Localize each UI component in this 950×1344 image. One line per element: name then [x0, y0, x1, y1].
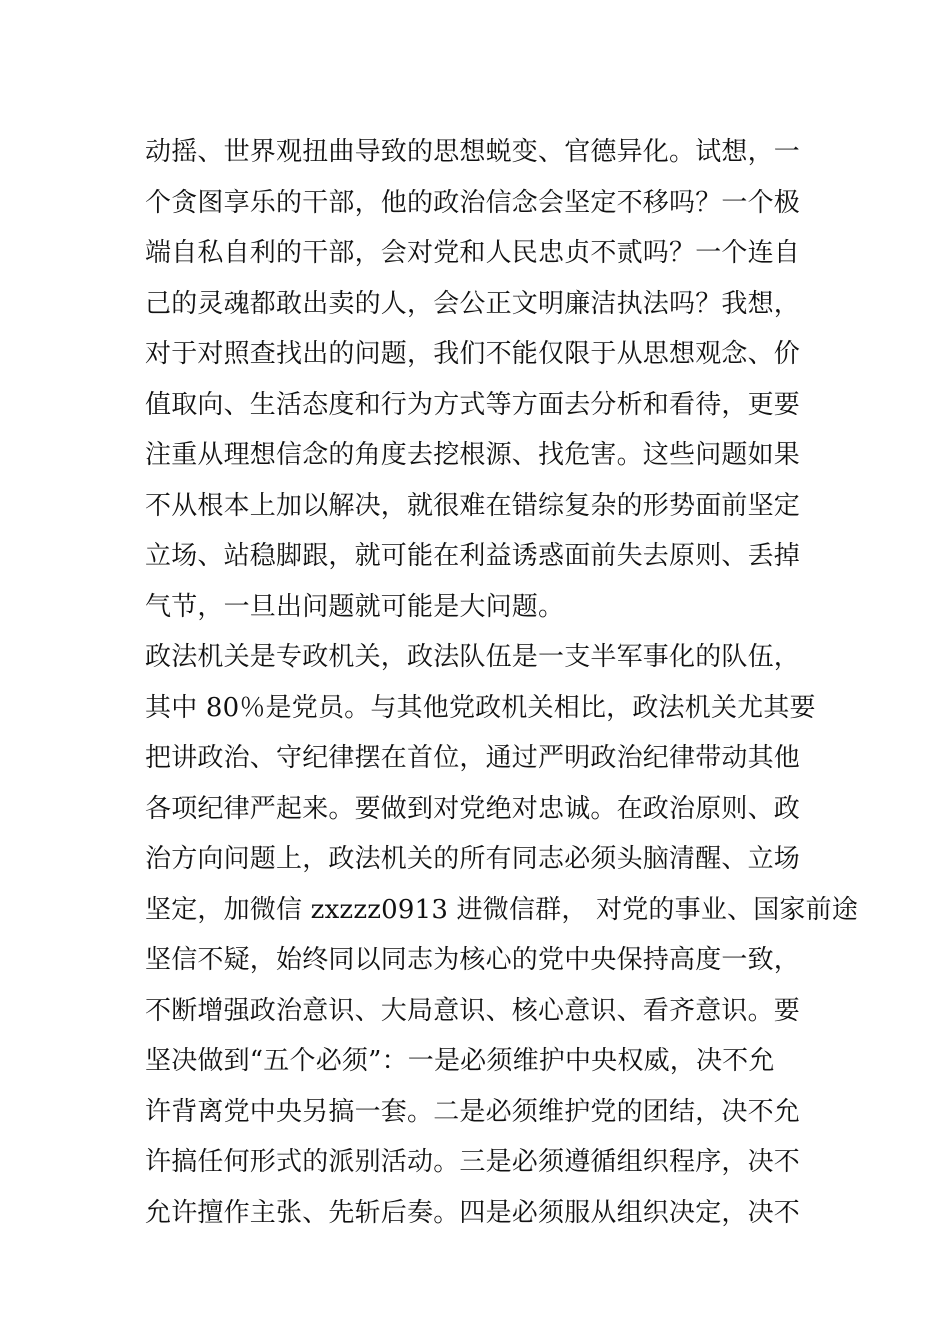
text-line: 许搞任何形式的派别活动。三是必须遵循组织程序，决不: [145, 1147, 801, 1177]
text-line: 注重从理想信念的角度去挖根源、找危害。这些问题如果: [145, 440, 801, 470]
text-line: 不从根本上加以解决，就很难在错综复杂的形势面前坚定: [145, 490, 801, 521]
text-line: 对于对照查找出的问题，我们不能仅限于从思想观念、价: [145, 339, 801, 369]
text-line: 政法机关是专政机关，政法队伍是一支半军事化的队伍，: [145, 642, 801, 672]
text-line: 许背离党中央另搞一套。二是必须维护党的团结，决不允: [145, 1096, 801, 1127]
text-line: 值取向、生活态度和行为方式等方面去分析和看待，更要: [145, 389, 801, 420]
text-line: 把讲政治、守纪律摆在首位，通过严明政治纪律带动其他: [145, 743, 801, 773]
text-line: 立场、站稳脚跟，就可能在利益诱惑面前失去原则、丢掉: [145, 541, 801, 571]
text-line: 端自私自利的干部，会对党和人民忠贞不贰吗？一个连自: [145, 238, 801, 268]
text-line: 己的灵魂都敢出卖的人，会公正文明廉洁执法吗？我想，: [145, 288, 801, 319]
text-line: 坚决做到“五个必须”：一是必须维护中央权威，决不允: [145, 1046, 775, 1076]
text-line: 治方向问题上，政法机关的所有同志必须头脑清醒、立场: [145, 844, 801, 874]
text-line: 气节，一旦出问题就可能是大问题。: [145, 591, 565, 622]
body-text: [145, 127, 859, 1238]
text-line: 不断增强政治意识、大局意识、核心意识、看齐意识。要: [145, 995, 801, 1026]
text-line: 个贪图享乐的干部，他的政治信念会坚定不移吗？一个极: [145, 187, 801, 218]
text-line: 坚信不疑，始终同以同志为核心的党中央保持高度一致，: [145, 945, 801, 975]
text-line: 允许擅作主张、先斩后奏。四是必须服从组织决定，决不: [145, 1197, 801, 1228]
text-line: 坚定，加微信 zxzzz0913 进微信群， 对党的事业、国家前途: [145, 894, 859, 925]
text-line: 各项纪律严起来。要做到对党绝对忠诚。在政治原则、政: [145, 793, 801, 824]
text-line: 动摇、世界观扭曲导致的思想蜕变、官德异化。试想，一: [145, 137, 801, 167]
text-line: 其中 80％是党员。与其他党政机关相比，政法机关尤其要: [145, 692, 816, 723]
